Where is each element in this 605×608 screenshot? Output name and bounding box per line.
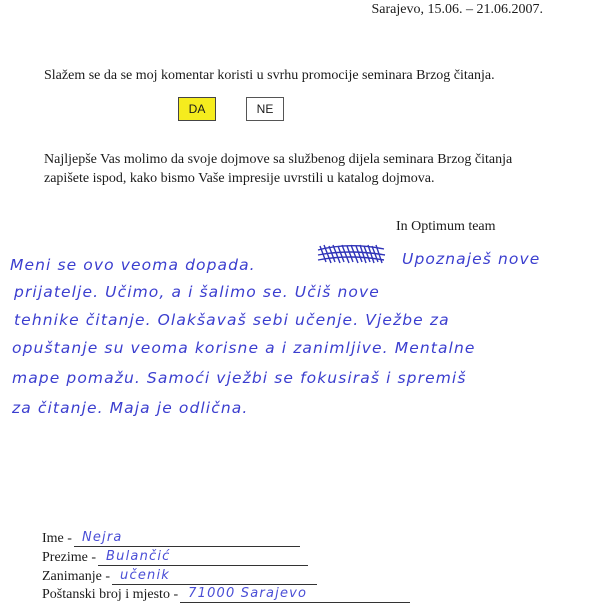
comment-line: prijatelje. Učimo, a i šalimo se. Učiš nove bbox=[14, 283, 380, 301]
postal-label: Poštanski broj i mjesto - bbox=[42, 587, 179, 602]
name-field-row bbox=[42, 527, 300, 547]
name-value: Nejra bbox=[81, 530, 123, 545]
surname-field[interactable] bbox=[98, 549, 308, 566]
comment-line: Upoznaješ nove bbox=[402, 250, 541, 268]
postal-field-row bbox=[42, 583, 410, 603]
surname-value: Bulančić bbox=[106, 549, 171, 564]
consent-no-option[interactable]: NE bbox=[246, 97, 284, 121]
comment-line: tehnike čitanje. Olakšavaš sebi učenje. Vježbe za bbox=[14, 311, 450, 329]
consent-yes-option[interactable]: DA bbox=[178, 97, 216, 121]
name-label: Ime - bbox=[42, 531, 72, 546]
surname-field-row bbox=[42, 546, 308, 566]
occupation-field-row bbox=[42, 565, 317, 585]
name-field[interactable] bbox=[74, 530, 300, 547]
consent-statement: Slažem se da se moj komentar koristi u svrhu promocije seminara Brzog čitanja. bbox=[44, 68, 495, 83]
date-range: Sarajevo, 15.06. – 21.06.2007. bbox=[371, 2, 543, 17]
comment-line: mape pomažu. Samoći vježbi se fokusiraš i spremiš bbox=[12, 369, 467, 387]
occupation-value: učenik bbox=[120, 568, 170, 583]
comment-line: Meni se ovo veoma dopada. bbox=[10, 256, 256, 274]
handwritten-comment[interactable] bbox=[4, 236, 594, 426]
comment-line: za čitanje. Maja je odlična. bbox=[12, 399, 249, 417]
postal-field[interactable] bbox=[180, 586, 410, 603]
occupation-label: Zanimanje - bbox=[42, 569, 111, 584]
feedback-request-text: Najljepše Vas molimo da svoje dojmove sa službenog dijela seminara Brzog čitanja zapišete ispod, kako bismo Vaše impresije uvrstili u katalog dojmova. bbox=[44, 152, 513, 186]
surname-label: Prezime - bbox=[42, 550, 97, 565]
crossed-out-scribble bbox=[318, 245, 385, 263]
postal-value: 71000 Sarajevo bbox=[188, 586, 308, 601]
comment-line: opuštanje su veoma korisne a i zanimljive. Mentalne bbox=[12, 339, 476, 357]
team-signature: In Optimum team bbox=[396, 219, 496, 234]
